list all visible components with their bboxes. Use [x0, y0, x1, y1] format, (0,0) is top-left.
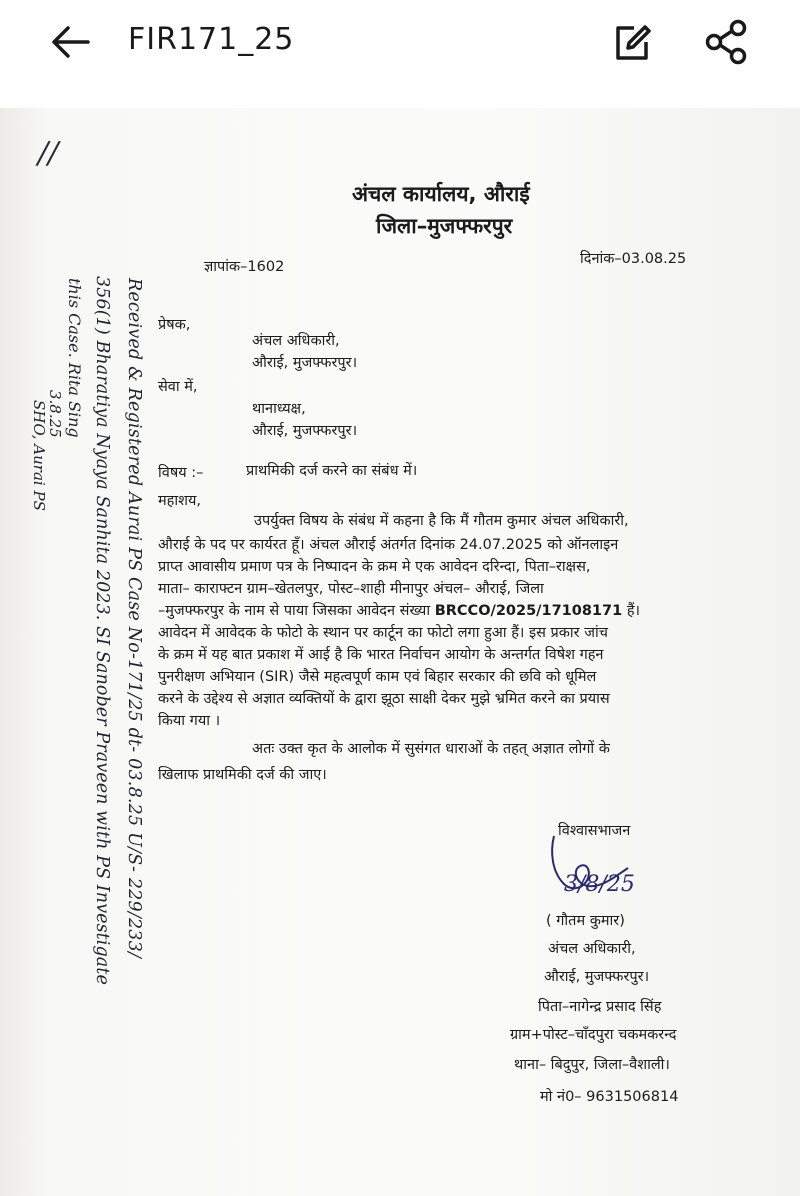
edit-button[interactable] — [608, 18, 656, 66]
application-suffix: हैं। — [626, 603, 641, 619]
signature-date: 3/8/25 — [564, 872, 635, 897]
margin-note-line-2: 356(1) Bharatiya Nyaya Sanhita 2023. SI Sanober Praveen with PS Investigate — [92, 276, 112, 985]
body-line-4: माता– काराफ्टन ग्राम–खेतलपुर, पोस्ट–शाही मीनापुर अंचल– औराई, जिला — [158, 581, 544, 597]
signatory-village: ग्राम+पोस्ट–चाँदपुरा चकमकरन्द — [510, 1027, 677, 1043]
share-icon — [700, 18, 752, 66]
margin-note-line-4: 3.8.25 — [46, 390, 64, 438]
signatory-mobile: मो नं0– 9631506814 — [540, 1089, 679, 1105]
margin-mark: // — [34, 136, 62, 171]
closing-line-1: अतः उक्त कृत के आलोक में सुसंगत धाराओं के तहत् अज्ञात लोगों के — [252, 741, 610, 757]
signatory-designation: अंचल अधिकारी, — [548, 941, 636, 957]
share-button[interactable] — [700, 18, 752, 66]
signature — [540, 832, 650, 918]
salutation: महाशय, — [158, 493, 202, 509]
letter-date: दिनांक–03.08.25 — [580, 251, 687, 267]
body-line-9: करने के उद्देश्य से अज्ञात व्यक्तियों के द्वारा झूठा साक्षी देकर मुझे भ्रमित करने का प्रयास — [158, 691, 610, 707]
body-line-1: उपर्युक्त विषय के संबंध में कहना है कि मैं गौतम कुमार अंचल अधिकारी, — [254, 513, 629, 529]
to-line-2: औराई, मुजफ्फरपुर। — [252, 423, 358, 439]
office-heading: अंचल कार्यालय, औराई — [352, 182, 530, 206]
margin-note-line-3: this Case. Rita Sing — [65, 278, 84, 438]
body-line-5 — [158, 600, 640, 620]
subject-text: प्राथमिकी दर्ज करने का संबंध में। — [246, 463, 418, 479]
edit-icon — [608, 18, 656, 66]
district-heading: जिला–मुजफ्फरपुर — [376, 214, 513, 238]
subject-label: विषय :– — [158, 465, 204, 481]
body-line-5-text: –मुजफ्फरपुर के नाम से पाया जिसका आवेदन संख्या — [158, 603, 431, 619]
body-line-2: औराई के पद पर कार्यरत हूँ। अंचल औराई अंतर्गत दिनांक 24.07.2025 को ऑनलाइन — [158, 537, 619, 553]
application-number: BRCCO/2025/17108171 — [434, 603, 623, 619]
top-app-bar — [0, 0, 800, 84]
from-line-2: औराई, मुजफ्फरपुर। — [252, 355, 358, 371]
from-line-1: अंचल अधिकारी, — [252, 333, 340, 349]
document-title: FIR171_25 — [128, 22, 295, 57]
back-button[interactable] — [40, 18, 96, 66]
body-line-7: के क्रम में यह बात प्रकाश में आई है कि भारत निर्वाचन आयोग के अन्तर्गत विषेश गहन — [158, 647, 604, 663]
margin-note-line-1: Received & Registered Aurai PS Case No-171/25 dt- 03.8.25 U/S- 229/233/ — [124, 278, 144, 959]
signatory-office: औराई, मुजफ्फरपुर। — [544, 969, 650, 985]
document-page[interactable] — [0, 108, 800, 1196]
body-line-3: प्राप्त आवासीय प्रमाण पत्र के निष्पादन के क्रम मे एक आवेदन दरिन्दा, पिता–राक्षस, — [158, 559, 591, 575]
margin-note-line-5: SHO, Aurai PS — [30, 400, 48, 511]
to-line-1: थानाध्यक्ष, — [252, 401, 306, 417]
signatory-name: ( गौतम कुमार) — [546, 913, 625, 929]
closing-line-2: खिलाफ प्राथमिकी दर्ज की जाए। — [158, 767, 327, 783]
signatory-father: पिता–नागेन्द्र प्रसाद सिंह — [538, 999, 662, 1015]
to-label: सेवा में, — [158, 379, 198, 395]
body-line-6: आवेदन में आवेदक के फोटो के स्थान पर कार्टून का फोटो लगा हुआ हैं। इस प्रकार जांच — [158, 625, 608, 641]
from-label: प्रेषक, — [158, 317, 191, 333]
reference-number: ज्ञापांक–1602 — [204, 259, 285, 275]
sign-off: विश्वासभाजन — [558, 823, 631, 839]
signatory-police-station: थाना– बिदुपुर, जिला–वैशाली। — [514, 1057, 670, 1073]
arrow-left-icon — [40, 18, 96, 66]
body-line-8: पुनरीक्षण अभियान (SIR) जैसे महत्वपूर्ण काम एवं बिहार सरकार की छवि को धूमिल — [158, 669, 597, 685]
body-line-10: किया गया । — [158, 713, 221, 729]
